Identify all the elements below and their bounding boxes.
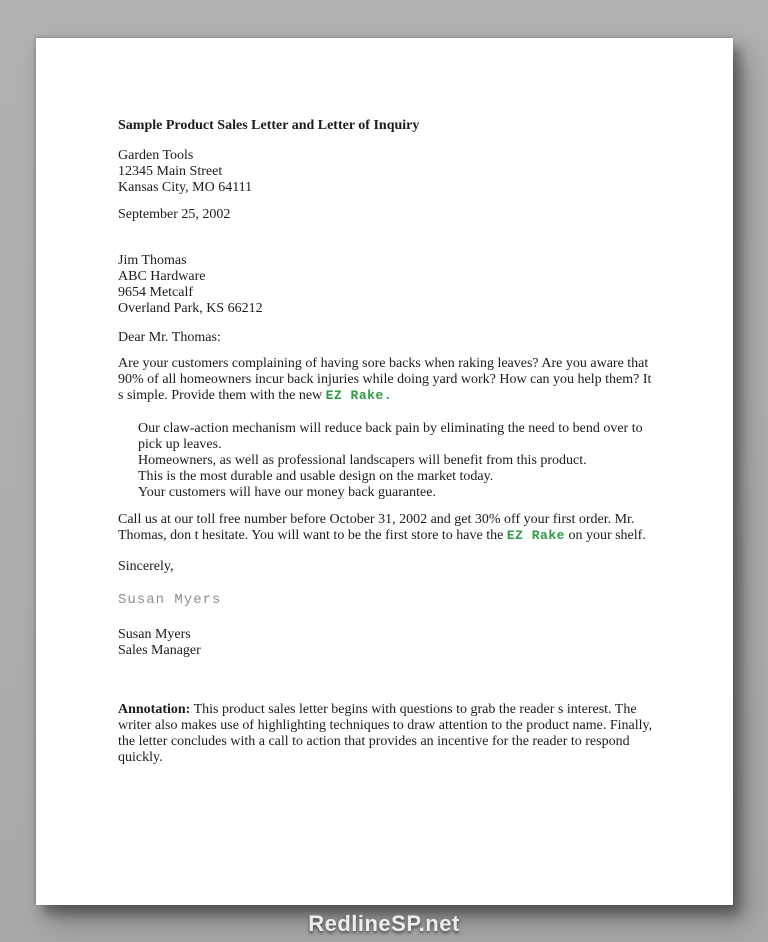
product-name-highlight: EZ Rake.: [325, 388, 393, 403]
cta-text-before: Call us at our toll free number before October 31, 2002 and get 30% off your first order. Mr. Thomas, don t hesitate. You will want to be the first store to have the: [118, 512, 635, 543]
salutation: Dear Mr. Thomas:: [118, 330, 221, 345]
sender-line: Kansas City, MO 64111: [118, 180, 253, 195]
recipient-line: Jim Thomas: [118, 253, 187, 268]
opening-paragraph: [118, 356, 658, 404]
signer-block: [118, 627, 658, 659]
benefit-item: Your customers will have our money back guarantee.: [138, 485, 436, 500]
annotation-paragraph: [118, 702, 658, 766]
cta-text-after: on your shelf.: [564, 528, 646, 543]
watermark-text: RedlineSP.net: [308, 911, 460, 936]
opening-paragraph-text: Are your customers complaining of having sore backs when raking leaves? Are you aware that 90% of all homeowners incur back injuries while doing yard work? How can you help them? It s simple. Provide them with the new: [118, 356, 652, 403]
benefit-item: This is the most durable and usable design on the market today.: [138, 469, 494, 484]
letter-sheet: [36, 38, 733, 905]
sender-line: 12345 Main Street: [118, 164, 223, 179]
benefits-list: [118, 421, 658, 501]
letter-date: September 25, 2002: [118, 207, 231, 222]
annotation-text: This product sales letter begins with questions to grab the reader s interest. The writer also makes use of highlighting techniques to draw attention to the product name. Finally, the letter concludes with a call to action that provides an incentive for the reader to respond quickly.: [118, 702, 653, 765]
signer-title: Sales Manager: [118, 643, 201, 658]
letter-body: [118, 118, 658, 780]
benefit-item: Homeowners, as well as professional landscapers will benefit from this product.: [138, 453, 587, 468]
signature: Susan Myers: [118, 592, 222, 608]
call-to-action-paragraph: [118, 512, 658, 544]
closing: Sincerely,: [118, 559, 174, 574]
annotation-label: Annotation:: [118, 702, 191, 717]
recipient-address-block: [118, 253, 658, 317]
recipient-line: ABC Hardware: [118, 269, 206, 284]
recipient-line: Overland Park, KS 66212: [118, 301, 263, 316]
document-title: Sample Product Sales Letter and Letter of Inquiry: [118, 118, 420, 133]
signer-name: Susan Myers: [118, 627, 191, 642]
product-name-highlight: EZ Rake: [506, 528, 565, 543]
benefit-item: Our claw-action mechanism will reduce back pain by eliminating the need to bend over to pick up leaves.: [138, 421, 643, 452]
sender-line: Garden Tools: [118, 148, 194, 163]
recipient-line: 9654 Metcalf: [118, 285, 194, 300]
sender-address-block: [118, 148, 658, 196]
